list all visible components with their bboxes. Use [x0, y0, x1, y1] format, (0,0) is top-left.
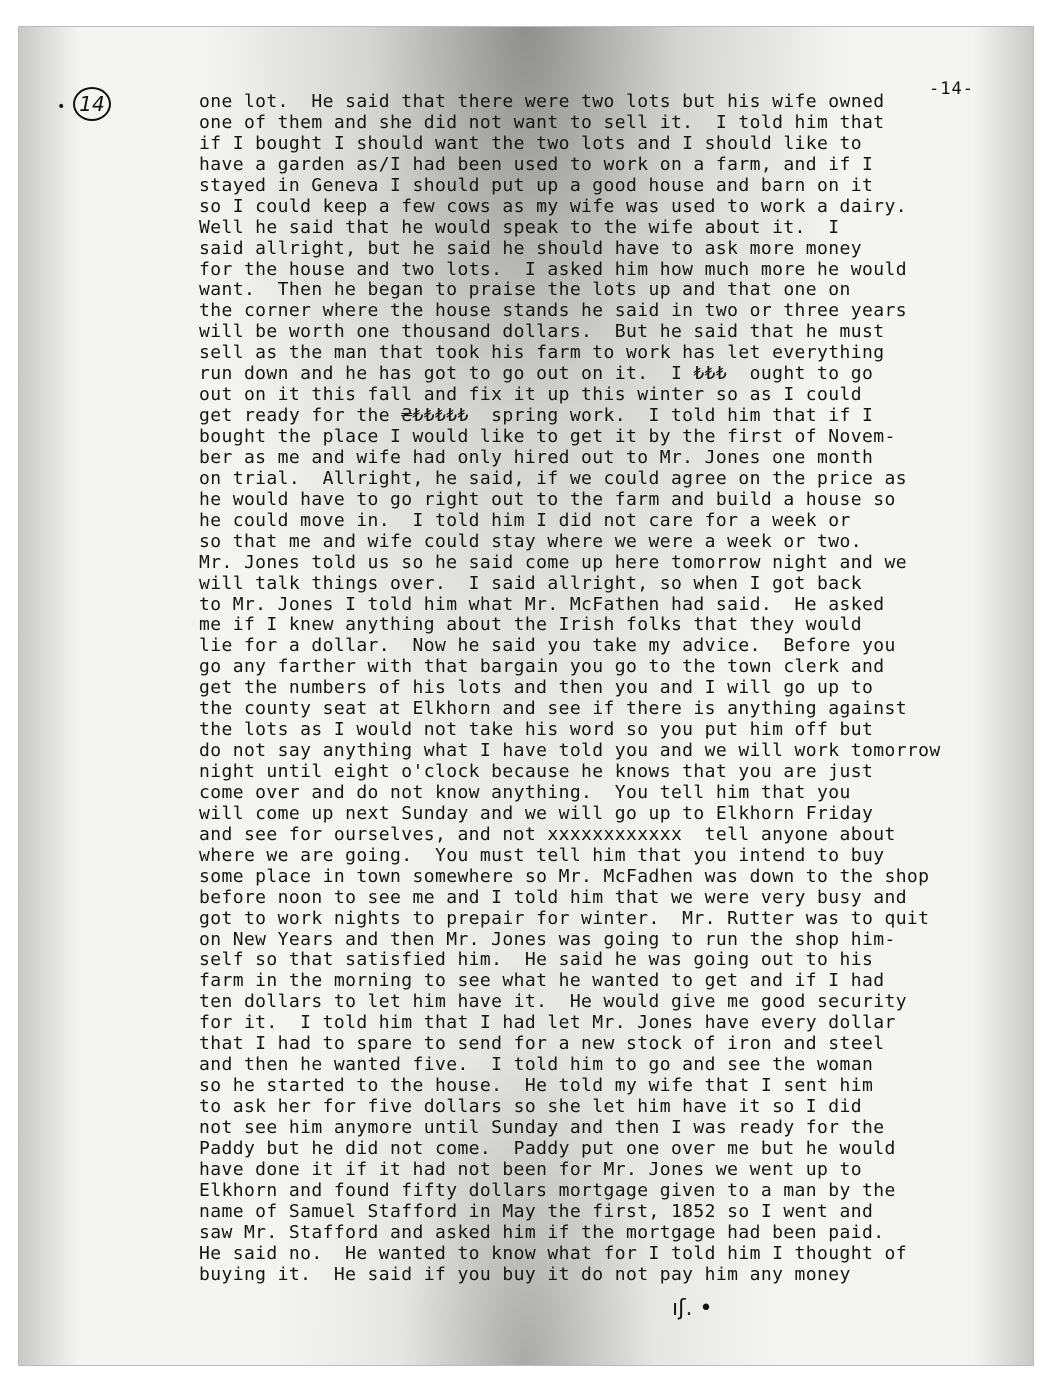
text-line: where we are going. You must tell him that you intend to buy [199, 844, 885, 866]
text-line: so that me and wife could stay where we were a week or two. [199, 530, 862, 552]
text-line: want. Then he began to praise the lots up and that one on [199, 279, 851, 301]
text-line: the county seat at Elkhorn and see if there is anything against [199, 698, 907, 720]
text-line: have a garden as/I had been used to work on a farm, and if I [199, 153, 874, 175]
text-line: before noon to see me and I told him that we were very busy and [199, 886, 907, 908]
text-line: me if I knew anything about the Irish folks that they would [199, 614, 862, 636]
text-line: that I had to spare to send for a new stock of iron and steel [199, 1033, 885, 1055]
text-line: so I could keep a few cows as my wife was used to work a dairy. [199, 195, 907, 217]
footer-handwritten-mark: ıʃ. • [672, 1296, 713, 1321]
text-line: go any farther with that bargain you go to the town clerk and [199, 656, 885, 678]
text-line: Elkhorn and found fifty dollars mortgage given to a man by the [199, 1179, 896, 1201]
text-line: Paddy but he did not come. Paddy put one over me but he would [199, 1137, 896, 1159]
text-line: ber as me and wife had only hired out to Mr. Jones one month [199, 446, 874, 468]
text-line: get ready for the ₴₺₺₺₺₺ spring work. I told him that if I [199, 405, 874, 427]
text-line: Mr. Jones told us so he said come up here tomorrow night and we [199, 551, 907, 573]
text-line: out on it this fall and fix it up this winter so as I could [199, 384, 862, 406]
text-line: if I bought I should want the two lots and I should like to [199, 132, 862, 154]
text-line: not see him anymore until Sunday and then I was ready for the [199, 1116, 885, 1138]
text-line: some place in town somewhere so Mr. McFadhen was down to the shop [199, 865, 930, 887]
text-line: on New Years and then Mr. Jones was going to run the shop him- [199, 928, 896, 950]
text-line: come over and do not know anything. You tell him that you [199, 781, 851, 803]
text-line: stayed in Geneva I should put up a good house and barn on it [199, 174, 874, 196]
text-line: the corner where the house stands he said in two or three years [199, 300, 907, 322]
text-line: night until eight o'clock because he knows that you are just [199, 761, 874, 782]
text-line: for it. I told him that I had let Mr. Jones have every dollar [199, 1012, 896, 1034]
text-line: will be worth one thousand dollars. But he said that he must [199, 321, 885, 343]
text-line: got to work nights to prepair for winter. Mr. Rutter was to quit [199, 907, 930, 929]
text-line: on trial. Allright, he said, if we could agree on the price as [199, 467, 907, 489]
text-line: to Mr. Jones I told him what Mr. McFathen had said. He asked [199, 593, 885, 615]
text-line: to ask her for five dollars so she let him have it so I did [199, 1096, 862, 1117]
text-line: one of them and she did not want to sell it. I told him that [199, 111, 885, 133]
text-line: bought the place I would like to get it by the first of Novem- [199, 426, 896, 447]
text-line: have done it if it had not been for Mr. Jones we went up to [199, 1158, 862, 1180]
text-line: get the numbers of his lots and then you and I will go up to [199, 677, 874, 699]
text-line: sell as the man that took his farm to work has let everything [199, 342, 885, 364]
text-line: He said no. He wanted to know what for I told him I thought of [199, 1242, 907, 1264]
text-line: farm in the morning to see what he wanted to get and if I had [199, 970, 885, 992]
text-line: ten dollars to let him have it. He would give me good security [199, 991, 907, 1013]
text-line: self so that satisfied him. He said he was going out to his [199, 949, 874, 971]
text-line: for the house and two lots. I asked him how much more he would [199, 258, 907, 280]
text-line: and then he wanted five. I told him to go and see the woman [199, 1054, 874, 1076]
text-line: so he started to the house. He told my wife that I sent him [199, 1075, 874, 1097]
margin-mark: • [57, 99, 66, 115]
text-line: one lot. He said that there were two lots but his wife owned [199, 91, 885, 112]
circled-page-number: 14 [73, 87, 111, 121]
text-line: he could move in. I told him I did not care for a week or [199, 509, 851, 531]
text-line: saw Mr. Stafford and asked him if the mortgage had been paid. [199, 1221, 885, 1243]
text-line: will come up next Sunday and we will go up to Elkhorn Friday [199, 802, 874, 824]
page-number: -14- [929, 79, 974, 99]
text-line: lie for a dollar. Now he said you take my advice. Before you [199, 635, 896, 657]
text-line: said allright, but he said he should have to ask more money [199, 237, 862, 259]
text-line: will talk things over. I said allright, so when I got back [199, 572, 862, 594]
text-line: the lots as I would not take his word so you put him off but [199, 719, 874, 741]
text-line: buying it. He said if you buy it do not pay him any money [199, 1263, 851, 1285]
text-line: and see for ourselves, and not xxxxxxxxxxxx tell anyone about [199, 823, 896, 845]
text-line: do not say anything what I have told you and we will work tomorrow [199, 740, 941, 762]
text-line: name of Samuel Stafford in May the first, 1852 so I went and [199, 1200, 874, 1222]
text-line: he would have to go right out to the farm and build a house so [199, 488, 896, 510]
text-line: Well he said that he would speak to the wife about it. I [199, 216, 840, 238]
typed-text-body [199, 92, 1019, 1285]
text-line: run down and he has got to go out on it. I ₺₺₺ ought to go [199, 363, 874, 385]
